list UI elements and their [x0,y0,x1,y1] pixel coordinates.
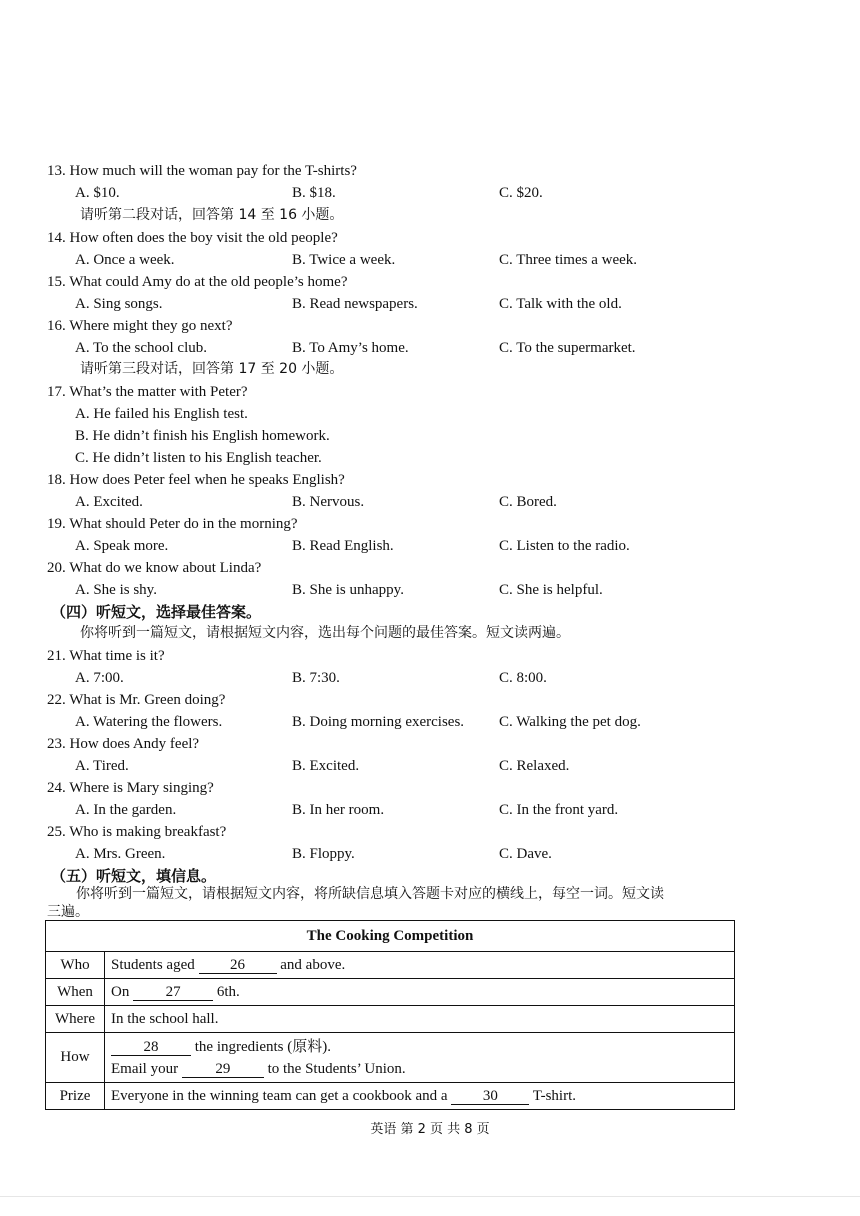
option-19c: C. Listen to the radio. [499,538,630,554]
prize-post: T-shirt. [532,1087,576,1104]
option-18c: C. Bored. [499,494,557,510]
question-15: 15. What could Amy do at the old people’s home? [47,274,348,290]
option-17c: C. He didn’t listen to his English teacher. [75,450,322,466]
option-23c: C. Relaxed. [499,758,570,774]
question-14: 14. How often does the boy visit the old people? [47,230,338,246]
option-23b: B. Excited. [292,758,360,774]
cell-where: In the school hall. [105,1006,735,1033]
option-24a: A. In the garden. [75,802,177,818]
table-row-when [46,979,735,1006]
question-23: 23. How does Andy feel? [47,736,200,752]
option-20a: A. She is shy. [75,582,157,598]
when-post: 6th. [216,983,240,1000]
option-19b: B. Read English. [292,538,394,554]
table-row-where [46,1006,735,1033]
who-pre: Students aged [111,956,195,973]
cell-when [105,979,735,1006]
how-line2-post: to the Students’ Union. [267,1060,406,1077]
option-23a: A. Tired. [75,758,129,774]
label-where: Where [46,1006,105,1033]
question-18: 18. How does Peter feel when he speaks English? [47,472,345,488]
option-24c: C. In the front yard. [499,802,619,818]
option-13c: C. $20. [499,185,543,201]
dialog2-note: 请听第二段对话，回答第 14 至 16 小题。 [80,207,344,223]
option-22b: B. Doing morning exercises. [292,714,465,730]
section4-instruction: 你将听到一篇短文，请根据短文内容，选出每个问题的最佳答案。短文读两遍。 [80,625,570,641]
question-21: 21. What time is it? [47,648,165,664]
option-16a: A. To the school club. [75,340,207,356]
option-18b: B. Nervous. [292,494,365,510]
when-pre: On [111,983,130,1000]
cooking-competition-table [45,920,735,1110]
option-13a: A. $10. [75,185,120,201]
label-how: How [46,1033,105,1083]
section5-instruction-line2: 三遍。 [47,904,89,920]
option-17b: B. He didn’t finish his English homework. [75,428,330,444]
option-21b: B. 7:30. [292,670,340,686]
option-15c: C. Talk with the old. [499,296,622,312]
cell-how [105,1033,735,1083]
question-16: 16. Where might they go next? [47,318,233,334]
option-15a: A. Sing songs. [75,296,163,312]
option-19a: A. Speak more. [75,538,169,554]
prize-pre: Everyone in the winning team can get a cookbook and a [111,1087,448,1104]
option-20b: B. She is unhappy. [292,582,404,598]
question-20: 20. What do we know about Linda? [47,560,262,576]
blank-28: 28 [111,1039,191,1056]
question-19: 19. What should Peter do in the morning? [47,516,298,532]
question-24: 24. Where is Mary singing? [47,780,214,796]
option-25b: B. Floppy. [292,846,355,862]
section5-instruction-line1: 你将听到一篇短文，请根据短文内容，将所缺信息填入答题卡对应的横线上，每空一词。短文读 [76,886,664,902]
option-16c: C. To the supermarket. [499,340,636,356]
option-18a: A. Excited. [75,494,143,510]
how-line2-pre: Email your [111,1060,179,1077]
table-row-how [46,1033,735,1083]
how-line1-post: the ingredients (原料). [194,1038,331,1055]
section5-title: （五）听短文，填信息。 [51,867,217,885]
section4-title: （四）听短文，选择最佳答案。 [51,603,262,621]
option-24b: B. In her room. [292,802,385,818]
label-when: When [46,979,105,1006]
table-row-prize [46,1083,735,1110]
page-footer: 英语 第 2 页 共 8 页 [370,1122,490,1137]
blank-26: 26 [199,957,277,974]
table-row-who [46,952,735,979]
option-20c: C. She is helpful. [499,582,603,598]
question-22: 22. What is Mr. Green doing? [47,692,226,708]
question-25: 25. Who is making breakfast? [47,824,227,840]
who-post: and above. [280,956,346,973]
option-16b: B. To Amy’s home. [292,340,409,356]
label-who: Who [46,952,105,979]
option-17a: A. He failed his English test. [75,406,248,422]
blank-30: 30 [451,1088,529,1105]
question-13: 13. How much will the woman pay for the T-shirts? [47,163,357,179]
option-21c: C. 8:00. [499,670,547,686]
option-22c: C. Walking the pet dog. [499,714,641,730]
label-prize: Prize [46,1083,105,1110]
question-17: 17. What’s the matter with Peter? [47,384,248,400]
option-15b: B. Read newspapers. [292,296,418,312]
option-14b: B. Twice a week. [292,252,396,268]
option-25c: C. Dave. [499,846,552,862]
blank-27: 27 [133,984,213,1001]
blank-29: 29 [182,1061,264,1078]
option-14c: C. Three times a week. [499,252,638,268]
table-title: The Cooking Competition [46,921,735,952]
option-25a: A. Mrs. Green. [75,846,166,862]
cell-prize [105,1083,735,1110]
option-13b: B. $18. [292,185,336,201]
option-14a: A. Once a week. [75,252,175,268]
option-22a: A. Watering the flowers. [75,714,223,730]
dialog3-note: 请听第三段对话，回答第 17 至 20 小题。 [80,361,344,377]
bottom-divider [0,1196,860,1197]
cell-who [105,952,735,979]
option-21a: A. 7:00. [75,670,124,686]
